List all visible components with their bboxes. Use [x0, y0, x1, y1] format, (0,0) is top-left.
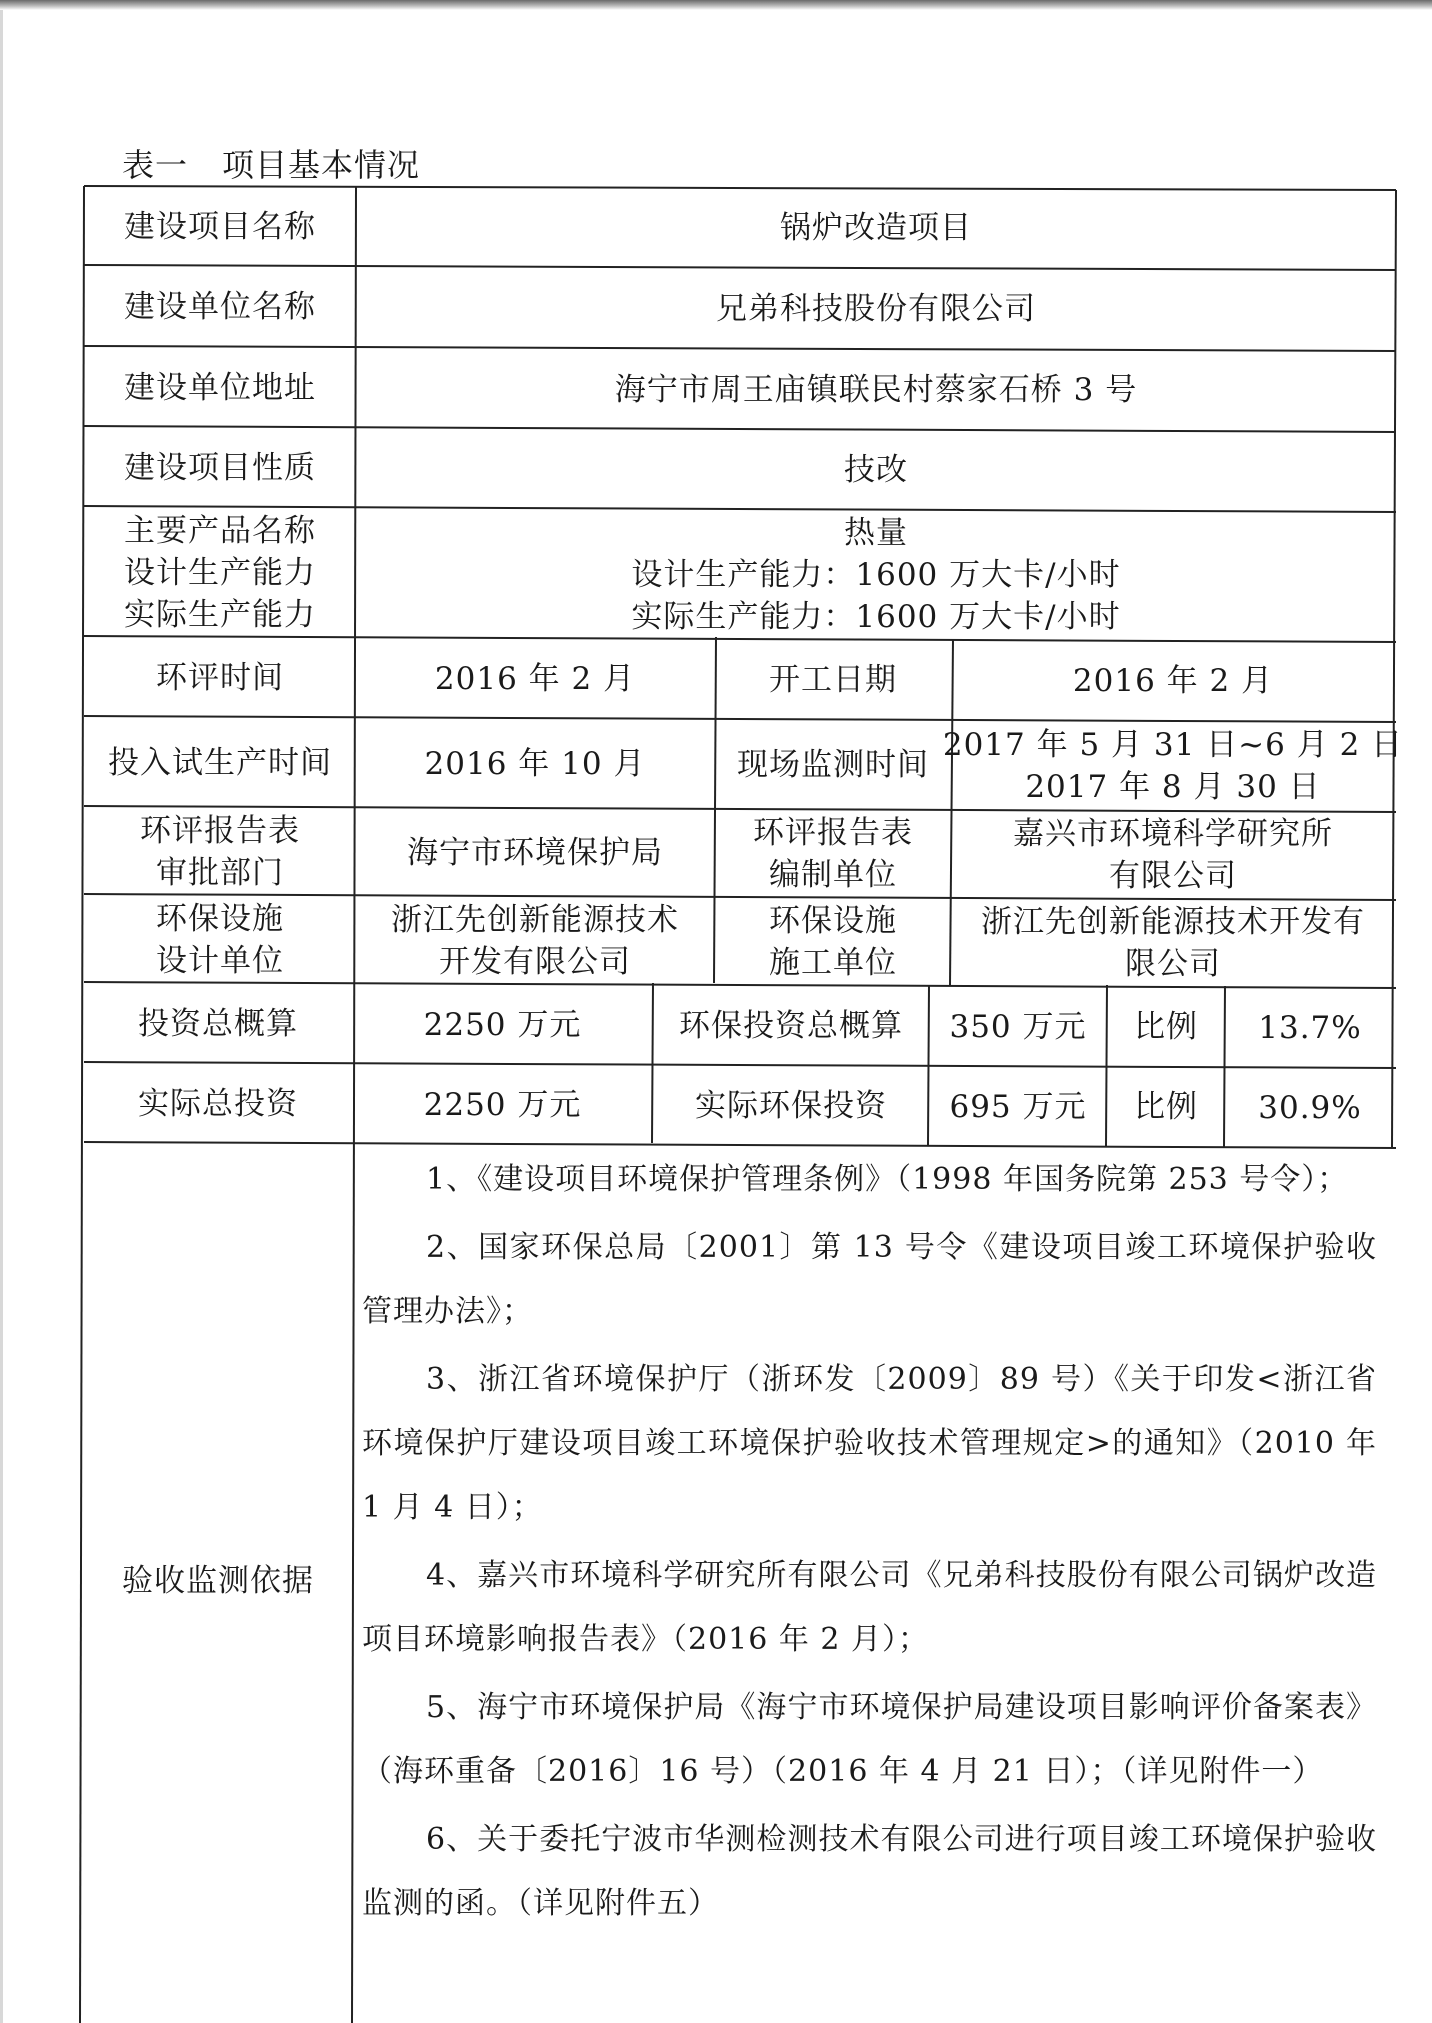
label-unit-name: 建设单位名称	[124, 289, 316, 325]
monitoring-time-line-2: 2017 年 8 月 30 日	[1025, 769, 1321, 805]
value-actual-capacity: 实际生产能力：1600 万大卡/小时	[631, 599, 1121, 635]
basis-item: 3、浙江省环境保护厅（浙环发〔2009〕89 号）《关于印发<浙江省环境保护厅建设项目竣工环境保护验收技术管理规定>的通知》（2010 年 1 月 4 日）；	[362, 1362, 1377, 1525]
construction-unit-line-2: 限公司	[1125, 946, 1221, 982]
table-caption	[122, 140, 420, 186]
value-trial-time: 2016 年 10 月	[424, 746, 646, 782]
construction-unit-label-line-2: 施工单位	[769, 945, 897, 981]
label-design-unit	[86, 896, 354, 984]
scan-edge-left	[0, 10, 3, 2023]
basis-item: 5、海宁市环境保护局《海宁市环境保护局建设项目影响评价备案表》（海环重备〔2016〕16 号）（2016 年 4 月 21 日）；（详见附件一）	[362, 1690, 1377, 1789]
acceptance-basis-list	[362, 1148, 1377, 2018]
value-actual-env-investment: 695 万元	[949, 1089, 1087, 1125]
value-monitoring-time	[942, 721, 1404, 811]
value-product-name: 热量	[844, 515, 908, 551]
label-project-nature: 建设项目性质	[124, 450, 316, 486]
design-unit-label-line-2: 设计单位	[156, 943, 284, 979]
report-author-line-1: 嘉兴市环境科学研究所	[1013, 816, 1333, 852]
report-author-line-2: 有限公司	[1109, 858, 1237, 894]
label-env-budget: 环保投资总概算	[679, 1008, 903, 1044]
value-design-unit	[356, 897, 714, 985]
table-number: 表一	[122, 146, 189, 184]
label-monitoring-time: 现场监测时间	[737, 747, 929, 783]
label-total-budget: 投资总概算	[138, 1006, 298, 1042]
value-env-budget: 350 万元	[949, 1009, 1087, 1045]
label-report-author	[716, 810, 950, 898]
table-name: 项目基本情况	[222, 146, 421, 184]
monitoring-time-line-1: 2017 年 5 月 31 日~6 月 2 日	[942, 727, 1404, 763]
label-project-name: 建设项目名称	[124, 209, 316, 245]
design-unit-line-2: 开发有限公司	[439, 944, 631, 980]
value-unit-name: 兄弟科技股份有限公司	[716, 291, 1036, 327]
value-actual-ratio: 30.9%	[1258, 1090, 1362, 1126]
value-budget-ratio: 13.7%	[1258, 1010, 1362, 1046]
label-trial-time: 投入试生产时间	[108, 745, 332, 781]
value-eia-time: 2016 年 2 月	[434, 661, 636, 697]
label-approval-dept	[86, 808, 354, 896]
value-approval-dept: 海宁市环境保护局	[407, 835, 663, 871]
construction-unit-line-1: 浙江先创新能源技术开发有	[981, 904, 1365, 940]
label-acceptance-basis: 验收监测依据	[122, 1563, 314, 1599]
value-start-date: 2016 年 2 月	[1072, 663, 1274, 699]
value-report-author	[952, 811, 1394, 899]
value-unit-address: 海宁市周王庙镇联民村蔡家石桥 3 号	[614, 372, 1138, 408]
scan-edge-top	[0, 0, 1432, 10]
label-products	[86, 508, 354, 638]
label-construction-unit	[716, 898, 950, 986]
label-start-date: 开工日期	[769, 662, 897, 698]
label-unit-address: 建设单位地址	[124, 370, 316, 406]
basis-item: 1、《建设项目环境保护管理条例》（1998 年国务院第 253 号令）；	[426, 1162, 1349, 1197]
label-actual-env-investment: 实际环保投资	[695, 1088, 887, 1124]
value-products	[358, 510, 1394, 640]
construction-unit-label-line-1: 环保设施	[769, 903, 897, 939]
approval-label-line-2: 审批部门	[156, 855, 284, 891]
design-unit-line-1: 浙江先创新能源技术	[391, 902, 679, 938]
label-eia-time: 环评时间	[156, 660, 284, 696]
basis-item: 6、关于委托宁波市华测检测技术有限公司进行项目竣工环境保护验收监测的函。（详见附件五）	[362, 1822, 1377, 1921]
label-actual-capacity: 实际生产能力	[124, 597, 316, 633]
value-design-capacity: 设计生产能力：1600 万大卡/小时	[631, 557, 1121, 593]
value-actual-investment: 2250 万元	[423, 1087, 582, 1123]
design-unit-label-line-1: 环保设施	[156, 901, 284, 937]
basis-item: 4、嘉兴市环境科学研究所有限公司《兄弟科技股份有限公司锅炉改造项目环境影响报告表》（2016 年 2 月）；	[362, 1558, 1377, 1657]
label-actual-investment: 实际总投资	[138, 1086, 298, 1122]
label-budget-ratio: 比例	[1134, 1009, 1198, 1045]
label-design-capacity: 设计生产能力	[124, 555, 316, 591]
value-project-nature: 技改	[844, 452, 908, 488]
value-total-budget: 2250 万元	[423, 1007, 582, 1043]
report-author-label-line-1: 环评报告表	[753, 815, 913, 851]
approval-label-line-1: 环评报告表	[140, 813, 300, 849]
report-author-label-line-2: 编制单位	[769, 857, 897, 893]
label-product-name: 主要产品名称	[124, 513, 316, 549]
value-construction-unit	[952, 899, 1394, 987]
basis-item: 2、国家环保总局〔2001〕第 13 号令《建设项目竣工环境保护验收管理办法》；	[362, 1230, 1377, 1329]
label-actual-ratio: 比例	[1134, 1089, 1198, 1125]
value-project-name: 锅炉改造项目	[780, 210, 972, 246]
